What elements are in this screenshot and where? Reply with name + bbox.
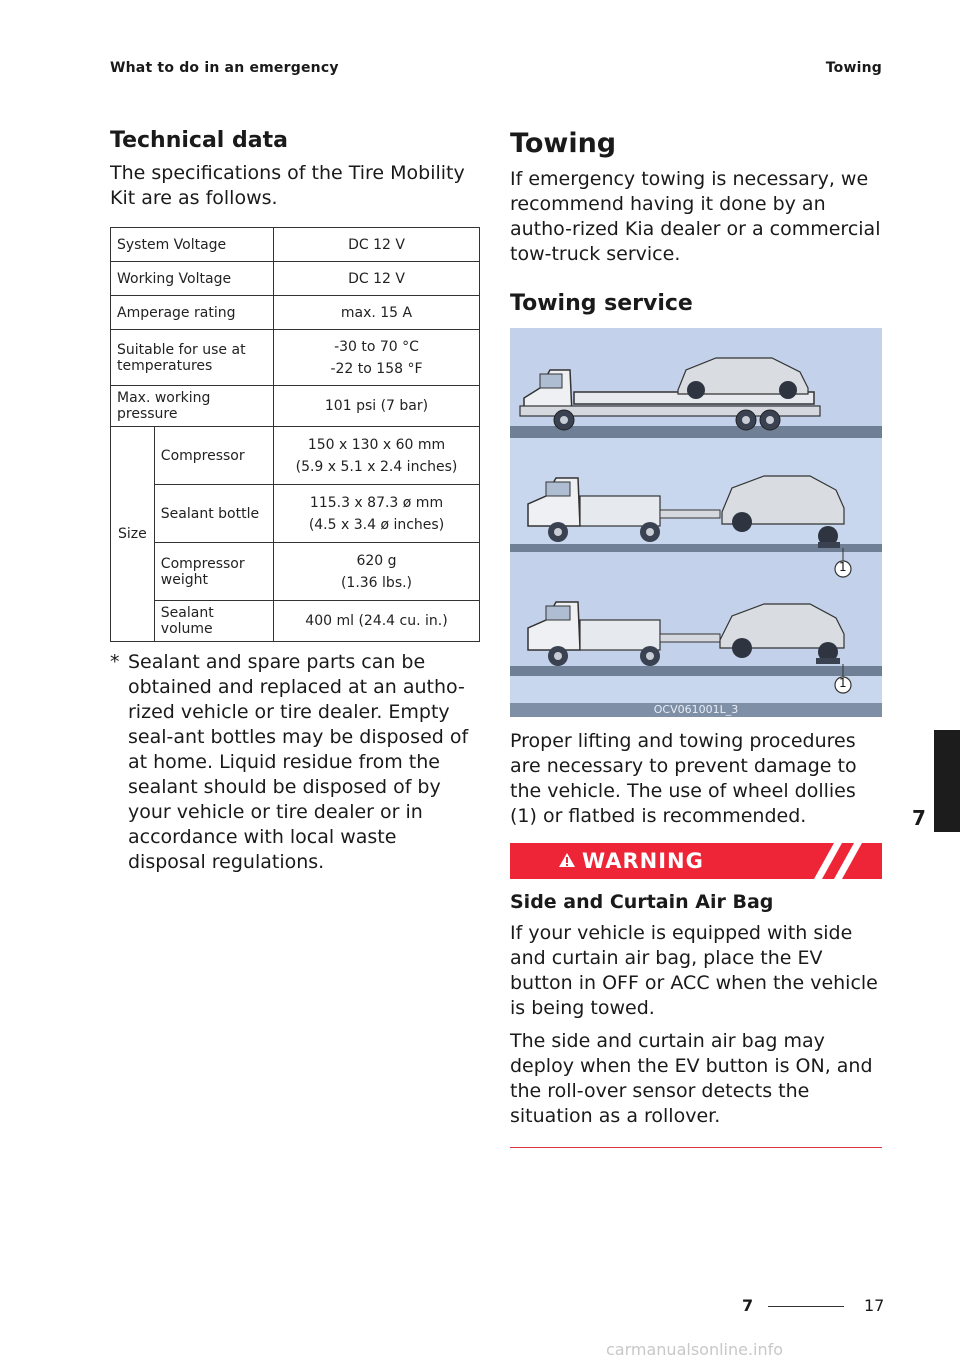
spec-label: Compressor weight xyxy=(154,543,273,601)
table-row xyxy=(111,601,480,642)
spec-label: Sealant volume xyxy=(154,601,273,642)
table-row xyxy=(111,228,480,262)
spec-label: Compressor xyxy=(154,427,273,485)
spec-label: Suitable for use at temperatures xyxy=(111,330,274,386)
towing-illustration xyxy=(510,328,882,717)
spec-value xyxy=(274,543,480,601)
spec-value-line: 620 g xyxy=(356,552,397,569)
footnote-text: Sealant and spare parts can be obtained and replaced at an autho-rized vehicle or tire dealer. Empty seal-ant bottles may be disposed of at home. Liquid residue from the sealant should be disposed of by your vehicle or tire dealer or in accordance with local waste disposal regulations. xyxy=(128,651,469,873)
technical-data-column xyxy=(110,128,480,875)
chapter-tab xyxy=(934,730,960,832)
spec-label: Amperage rating xyxy=(111,296,274,330)
spec-table xyxy=(110,227,480,642)
spec-label: Sealant bottle xyxy=(154,485,273,543)
towing-service-heading: Towing service xyxy=(510,291,693,316)
spec-value-line: -30 to 70 °C xyxy=(334,338,419,355)
callout-label: 1 xyxy=(839,676,847,690)
table-row xyxy=(111,262,480,296)
table-row xyxy=(111,427,480,485)
table-row xyxy=(111,485,480,543)
spec-label: Max. working pressure xyxy=(111,386,274,427)
towing-column xyxy=(510,128,882,1148)
table-row xyxy=(111,296,480,330)
spec-value-line: -22 to 158 °F xyxy=(330,360,423,377)
towing-intro: If emergency towing is necessary, we recommend having it done by an autho-rized Kia dealer or a commercial tow-truck service. xyxy=(510,168,881,265)
spec-value-line: 115.3 x 87.3 ø mm xyxy=(309,494,444,511)
warning-title: Side and Curtain Air Bag xyxy=(510,891,774,913)
footnote xyxy=(110,650,480,875)
spec-value xyxy=(274,485,480,543)
towing-heading: Towing xyxy=(510,128,617,159)
chapter-tab-number: 7 xyxy=(912,806,926,830)
technical-data-heading: Technical data xyxy=(110,128,288,153)
spec-value-line: 150 x 130 x 60 mm xyxy=(307,436,446,453)
footnote-mark: * xyxy=(110,651,120,673)
table-row xyxy=(111,386,480,427)
spec-label: System Voltage xyxy=(111,228,274,262)
running-header-section: What to do in an emergency xyxy=(110,60,339,76)
spec-value-line: (4.5 x 3.4 ø inches) xyxy=(308,516,445,533)
spec-value: 101 psi (7 bar) xyxy=(274,386,480,427)
figure-code: OCV061001L_3 xyxy=(510,703,882,717)
callout-label: 1 xyxy=(839,560,847,574)
towing-body: Proper lifting and towing procedures are necessary to prevent damage to the vehicle. The use of wheel dollies (1) or flatbed is recommended. xyxy=(510,730,857,827)
watermark: carmanualsonline.info xyxy=(606,1340,784,1359)
spec-value xyxy=(274,330,480,386)
warning-banner xyxy=(510,843,882,879)
warning-paragraph: The side and curtain air bag may deploy when the EV button is ON, and the roll-over sensor detects the situation as a rollover. xyxy=(510,1030,873,1127)
table-row xyxy=(111,330,480,386)
technical-data-intro: The specifications of the Tire Mobility Kit are as follows. xyxy=(110,162,465,209)
footer-divider xyxy=(768,1306,844,1307)
running-header-topic: Towing xyxy=(825,60,882,76)
size-label: Size xyxy=(111,427,155,642)
page-number: 17 xyxy=(864,1296,885,1315)
spec-value: DC 12 V xyxy=(274,228,480,262)
table-row xyxy=(111,543,480,601)
warning-paragraph: If your vehicle is equipped with side and curtain air bag, place the EV button in OFF or ACC when the vehicle is being towed. xyxy=(510,922,878,1019)
warning-end-rule xyxy=(510,1147,882,1148)
spec-value: DC 12 V xyxy=(274,262,480,296)
spec-value: max. 15 A xyxy=(274,296,480,330)
footer-chapter: 7 xyxy=(742,1296,754,1315)
spec-value: 400 ml (24.4 cu. in.) xyxy=(274,601,480,642)
spec-value xyxy=(274,427,480,485)
warning-label: WARNING xyxy=(582,849,704,873)
warning-triangle-icon xyxy=(558,852,576,868)
spec-value-line: (5.9 x 5.1 x 2.4 inches) xyxy=(295,458,458,475)
towing-illustration-drawing xyxy=(510,328,882,717)
warning-stripes-icon xyxy=(812,843,868,879)
spec-value-line: (1.36 lbs.) xyxy=(340,574,413,591)
spec-label: Working Voltage xyxy=(111,262,274,296)
